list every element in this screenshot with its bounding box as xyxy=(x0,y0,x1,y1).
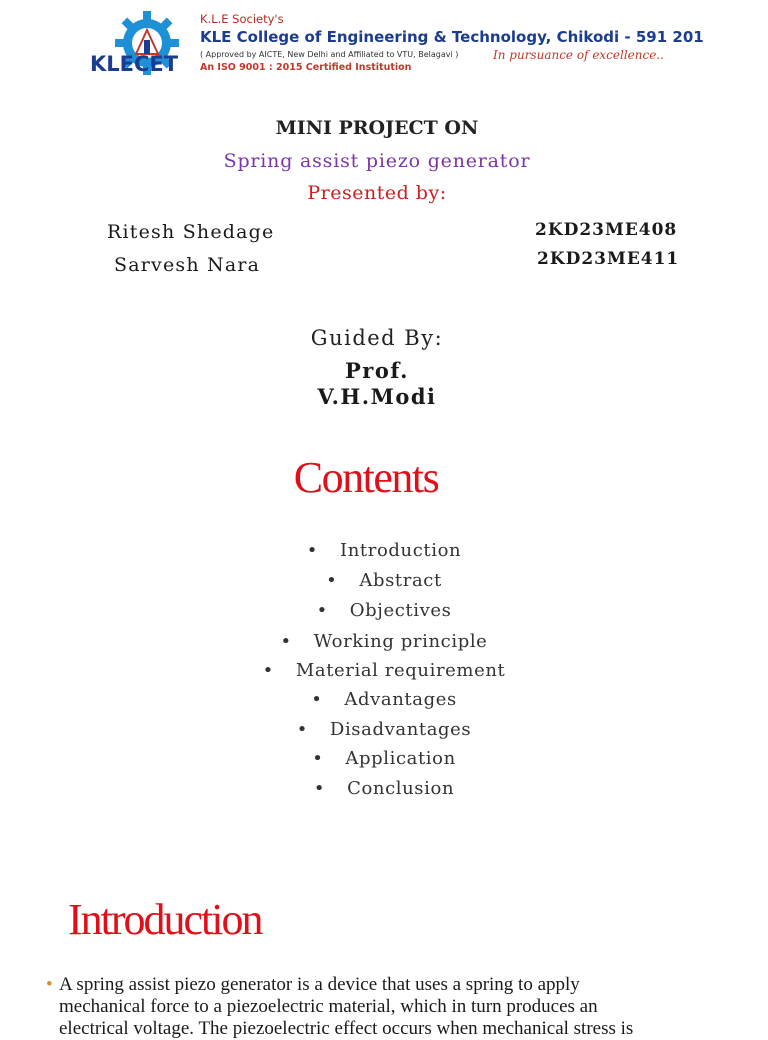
list-item-label: Material requirement xyxy=(295,660,506,681)
list-item xyxy=(0,689,768,710)
approval-note: ( Approved by AICTE, New Delhi and Affiliated to VTU, Belagavi ) xyxy=(200,50,459,59)
contents-title: Contents xyxy=(293,453,439,502)
student-usn: 2KD23ME408 xyxy=(535,220,678,240)
list-item xyxy=(0,570,768,591)
college-name: KLE College of Engineering & Technology, Chikodi - 591 201 xyxy=(200,28,704,46)
logo-wordmark: KLECET xyxy=(90,52,179,76)
list-item-label: Introduction xyxy=(340,540,462,561)
list-item-label: Objectives xyxy=(349,600,452,621)
student-usn: 2KD23ME411 xyxy=(537,249,680,269)
bullet-icon: • xyxy=(46,974,53,995)
student-name: Ritesh Shedage xyxy=(107,221,275,243)
bullet-icon: • xyxy=(280,631,292,652)
list-item-label: Disadvantages xyxy=(329,719,472,740)
bullet-icon: • xyxy=(311,689,323,710)
project-heading: MINI PROJECT ON xyxy=(275,117,479,139)
list-item-label: Advantages xyxy=(344,689,457,710)
list-item xyxy=(0,631,768,652)
introduction-text: A spring assist piezo generator is a device that uses a spring to apply mechanical force to a piezoelectric material, which in turn produces an electrical voltage. The piezoelectric effect occurs when mechanical stress is xyxy=(59,974,634,1039)
introduction-title: Introduction xyxy=(68,895,262,944)
introduction-paragraph xyxy=(46,974,656,1040)
bullet-icon: • xyxy=(316,600,328,621)
tagline: In pursuance of excellence.. xyxy=(493,48,664,62)
bullet-icon: • xyxy=(326,570,338,591)
institution-header xyxy=(88,10,704,80)
bullet-icon: • xyxy=(312,748,324,769)
presented-by-label: Presented by: xyxy=(307,182,447,204)
bullet-icon: • xyxy=(296,719,308,740)
list-item-label: Conclusion xyxy=(347,778,455,799)
list-item-label: Application xyxy=(345,748,456,769)
list-item xyxy=(0,660,768,681)
guided-by-label: Guided By: xyxy=(310,326,444,350)
guide-title: Prof. xyxy=(345,358,409,383)
iso-certification: An ISO 9001 : 2015 Certified Institution xyxy=(200,62,412,73)
list-item xyxy=(0,600,768,621)
list-item xyxy=(0,748,768,769)
list-item-label: Abstract xyxy=(359,570,442,591)
list-item xyxy=(0,540,768,561)
list-item-label: Working principle xyxy=(313,631,488,652)
bullet-icon: • xyxy=(262,660,274,681)
list-item xyxy=(0,719,768,740)
project-subject: Spring assist piezo generator xyxy=(223,150,531,172)
student-name: Sarvesh Nara xyxy=(114,254,261,276)
guide-name: V.H.Modi xyxy=(317,384,437,409)
bullet-icon: • xyxy=(306,540,318,561)
society-name: K.L.E Society's xyxy=(200,12,284,26)
bullet-icon: • xyxy=(313,778,326,799)
list-item xyxy=(0,778,768,799)
